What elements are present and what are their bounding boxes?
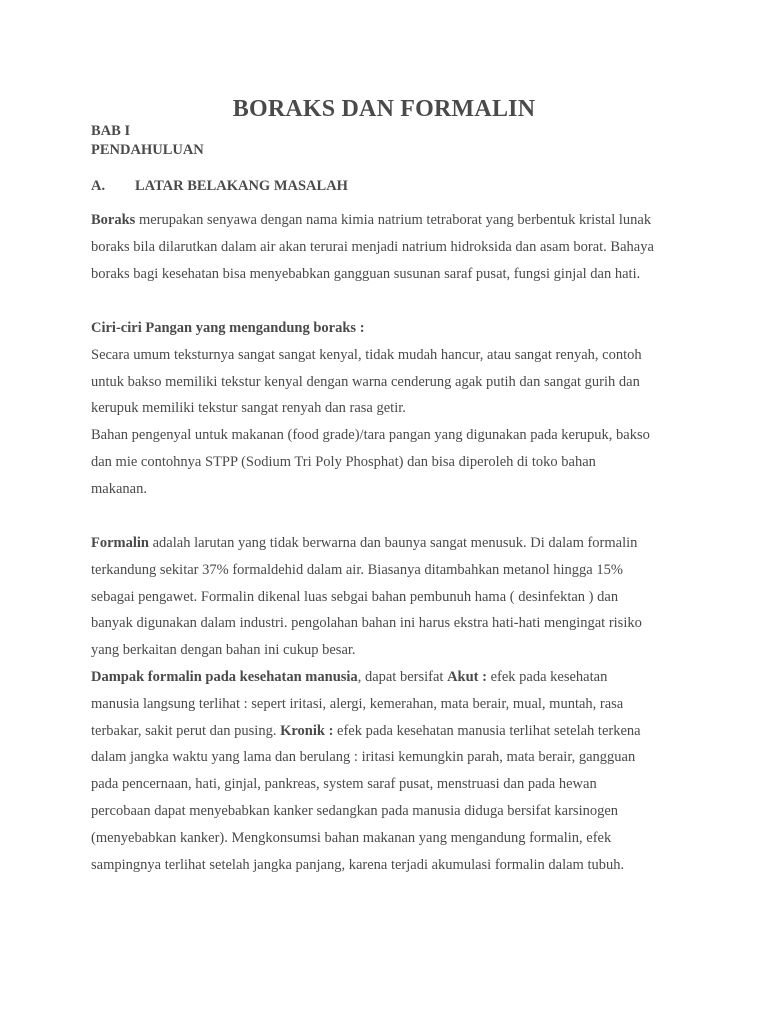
paragraph-line: untuk bakso memiliki tekstur kenyal dengan warna cenderung agak putih dan sangat gurih dan (91, 373, 640, 390)
borax-paragraph (91, 207, 691, 287)
paragraph-line: makanan. (91, 480, 147, 497)
paragraph-line: manusia langsung terlihat : sepert iritasi, alergi, kemerahan, mata berair, mual, muntah, rasa (91, 695, 624, 712)
section-heading (91, 176, 348, 196)
paragraph-line: pada pencernaan, hati, ginjal, pankreas, system saraf pusat, menstruasi dan pada hewan (91, 776, 597, 793)
impact-heading: Dampak formalin pada kesehatan manusia (91, 668, 358, 685)
section-title: LATAR BELAKANG MASALAH (135, 178, 348, 194)
borax-traits-section (91, 315, 691, 503)
paragraph-line: banyak digunakan dalam industri. pengolahan bahan ini harus ekstra hati-hati mengingat risiko (91, 615, 642, 632)
paragraph-line: Formalin adalah larutan yang tidak berwarna dan baunya sangat menusuk. Di dalam formalin (91, 535, 638, 551)
paragraph-line: terkandung sekitar 37% formaldehid dalam air. Biasanya ditambahkan metanol hingga 15% (91, 561, 623, 578)
formalin-term: Formalin (91, 535, 149, 551)
paragraph-line: sampingnya terlihat setelah jangka panjang, karena terjadi akumulasi formalin dalam tubuh. (91, 856, 625, 873)
borax-term: Boraks (91, 212, 136, 228)
paragraph-line: Secara umum teksturnya sangat sangat kenyal, tidak mudah hancur, atau sangat renyah, contoh (91, 346, 642, 363)
paragraph-line: terbakar, sakit perut dan pusing. Kronik : efek pada kesehatan manusia terlihat setelah terkena (91, 722, 641, 739)
chapter-label: BAB I (91, 123, 131, 139)
paragraph-line: yang berkaitan dengan bahan ini cukup besar. (91, 642, 356, 659)
section-number: A. (91, 178, 106, 194)
paragraph-line: sebagai pengawet. Formalin dikenal luas sebgai bahan pembunuh hama ( desinfektan ) dan (91, 588, 619, 605)
paragraph-line: dalam jangka waktu yang lama dan berulang : iritasi kemungkin parah, mata berair, gangguan (91, 749, 636, 766)
impact-line: Dampak formalin pada kesehatan manusia, dapat bersifat Akut : efek pada kesehatan (91, 668, 608, 685)
paragraph-line: kerupuk memiliki tekstur sangat renyah dan rasa getir. (91, 400, 406, 417)
formalin-paragraph (91, 530, 691, 878)
paragraph-line: percobaan dapat menyebabkan kanker sedangkan pada manusia diduga bersifat karsinogen (91, 802, 619, 819)
paragraph-line: boraks bila dilarutkan dalam air akan terurai menjadi natrium hidroksida dan asam borat. Bahaya (91, 238, 654, 255)
acute-label: Akut : (447, 668, 487, 685)
chronic-label: Kronik : (280, 722, 334, 739)
borax-traits-heading: Ciri-ciri Pangan yang mengandung boraks : (91, 320, 365, 336)
paragraph-line: (menyebabkan kanker). Mengkonsumsi bahan makanan yang mengandung formalin, efek (91, 829, 612, 846)
chapter-title: PENDAHULUAN (91, 142, 204, 158)
paragraph-line: dan mie contohnya STPP (Sodium Tri Poly Phosphat) dan bisa diperoleh di toko bahan (91, 453, 596, 470)
document-title: BORAKS DAN FORMALIN (232, 96, 536, 122)
paragraph-line: Boraks merupakan senyawa dengan nama kimia natrium tetraborat yang berbentuk kristal lunak (91, 212, 652, 228)
paragraph-line: Bahan pengenyal untuk makanan (food grade)/tara pangan yang digunakan pada kerupuk, bakso (91, 427, 650, 444)
paragraph-line: boraks bagi kesehatan bisa menyebabkan gangguan susunan saraf pusat, fungsi ginjal dan hati. (91, 265, 641, 282)
